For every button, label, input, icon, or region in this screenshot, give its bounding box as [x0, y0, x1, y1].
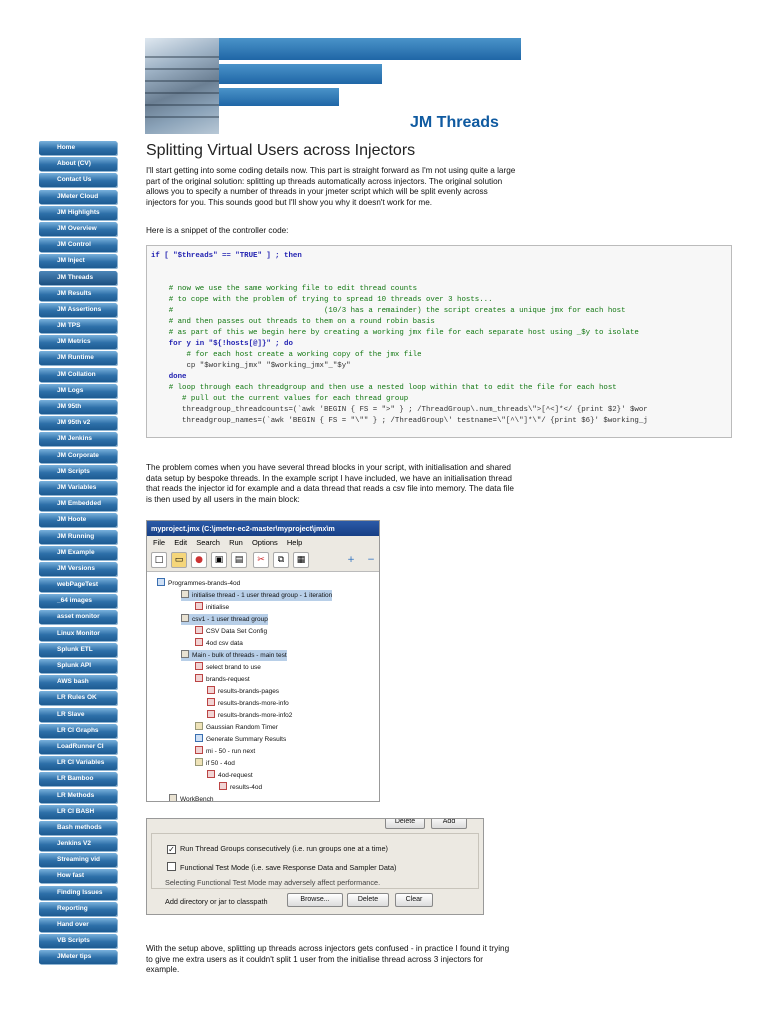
- intro-paragraph: I'll start getting into some coding details now. This part is straight forward as I'm not using quite a large part of the original solution: splitting up threads automatically across injectors. The original solution allows you to specify a number of threads in your jmeter script which will be split evenly across injectors for you. This sounds good but I'll show you why it doesn't work for me.: [146, 166, 516, 207]
- nav-item-splunk-api[interactable]: Splunk API: [39, 659, 117, 673]
- nav-item-lr-bamboo[interactable]: LR Bamboo: [39, 772, 117, 786]
- checkbox-unchecked-icon[interactable]: [167, 862, 176, 871]
- jmeter-menu-bar: [147, 536, 379, 549]
- code-line: # (10/3 has a remainder) the script creates a unique jmx for each host: [151, 307, 626, 315]
- nav-item-linux-monitor[interactable]: Linux Monitor: [39, 627, 117, 641]
- nav-item-home[interactable]: Home: [39, 141, 117, 155]
- nav-item-reporting[interactable]: Reporting: [39, 902, 117, 916]
- tree-node[interactable]: csv1 - 1 user thread group: [181, 614, 268, 625]
- site-brand: JM Threads: [410, 114, 499, 131]
- nav-item-jmeter-tips[interactable]: JMeter tips: [39, 950, 117, 964]
- functional-mode-option[interactable]: Functional Test Mode (i.e. save Response Data and Sampler Data): [167, 862, 396, 872]
- code-line: threadgroup_names=(`awk 'BEGIN { FS = "\"" } ; /ThreadGroup\' testname=\"[^\"]*\"/ {print $6}' $working_j: [151, 417, 648, 425]
- tree-node[interactable]: if 50 - 4od: [195, 758, 235, 769]
- browse-button[interactable]: Browse...: [287, 893, 343, 907]
- paste-icon[interactable]: ▦: [293, 552, 309, 568]
- nav-item-jm-collation[interactable]: JM Collation: [39, 368, 117, 382]
- code-line: # loop through each threadgroup and then use a nested loop within that to edit the file for each host: [151, 384, 617, 392]
- code-line: # pull out the current values for each thread group: [151, 395, 409, 403]
- test-plan-settings-screenshot: [146, 818, 484, 915]
- nav-item-jm-example[interactable]: JM Example: [39, 546, 117, 560]
- nav-item-bash-methods[interactable]: Bash methods: [39, 821, 117, 835]
- delete-button[interactable]: Delete: [347, 893, 389, 907]
- code-snippet: [146, 245, 732, 438]
- menu-file[interactable]: File: [153, 538, 166, 547]
- tree-node[interactable]: results-4od: [219, 782, 262, 793]
- cut-icon[interactable]: ✂: [253, 552, 269, 568]
- save-as-icon[interactable]: ▤: [231, 552, 247, 568]
- tree-node[interactable]: Main - bulk of threads - main test: [181, 650, 287, 661]
- menu-run[interactable]: Run: [229, 538, 243, 547]
- tree-node[interactable]: WorkBench: [169, 794, 213, 802]
- clear-button[interactable]: Clear: [395, 893, 433, 907]
- conclusion-paragraph: With the setup above, splitting up threads across injectors gets confused - in practice I found it trying to give me extra users as it couldn't split 1 user from the initialise thread across 3 injectors for example.: [146, 944, 510, 974]
- problem-paragraph: The problem comes when you have several thread blocks in your script, with initialisation and shared data setup by bespoke threads. In the example script I have included, we have an initialisation thread that reads the injector id for example and a data thread that reads a csv file into memory. The data file is then used by all users in the main block:: [146, 463, 514, 504]
- sidebar-nav: [39, 141, 117, 967]
- tree-node[interactable]: Gaussian Random Timer: [195, 722, 278, 733]
- nav-item-loadrunner-ci[interactable]: LoadRunner CI: [39, 740, 117, 754]
- tree-node[interactable]: results-brands-pages: [207, 686, 279, 697]
- copy-icon[interactable]: ⧉: [273, 552, 289, 568]
- nav-item-jm-corporate[interactable]: JM Corporate: [39, 449, 117, 463]
- nav-item-jm-overview[interactable]: JM Overview: [39, 222, 117, 236]
- expand-icon[interactable]: +: [347, 555, 355, 565]
- code-line: # as part of this we begin here by creating a working jmx file for each separate host using _$y to isolate: [151, 329, 639, 337]
- nav-item-webpagetest[interactable]: webPageTest: [39, 578, 117, 592]
- nav-item-hand-over[interactable]: Hand over: [39, 918, 117, 932]
- nav-item-jm-running[interactable]: JM Running: [39, 530, 117, 544]
- extractor-icon: [219, 782, 227, 790]
- tree-node[interactable]: 4od csv data: [195, 638, 243, 649]
- open-folder-icon[interactable]: ▭: [171, 552, 187, 568]
- thread-group-icon: [181, 650, 189, 658]
- tree-node[interactable]: initialise: [195, 602, 229, 613]
- nav-item-lr-ci-bash[interactable]: LR CI BASH: [39, 805, 117, 819]
- tree-node[interactable]: results-brands-more-info2: [207, 710, 292, 721]
- menu-help[interactable]: Help: [286, 538, 303, 547]
- jmeter-toolbar: [147, 549, 379, 572]
- nav-item-jm-inject[interactable]: JM Inject: [39, 254, 117, 268]
- nav-item-splunk-etl[interactable]: Splunk ETL: [39, 643, 117, 657]
- tree-node[interactable]: 4od-request: [207, 770, 253, 781]
- nav-item-jm-95th[interactable]: JM 95th: [39, 400, 117, 414]
- tree-node[interactable]: mi - 50 - run next: [195, 746, 255, 757]
- workbench-icon: [169, 794, 177, 802]
- if-controller-icon: [195, 758, 203, 766]
- tree-node[interactable]: results-brands-more-info: [207, 698, 289, 709]
- sampler-icon: [195, 674, 203, 682]
- collapse-icon[interactable]: −: [367, 555, 375, 565]
- nav-item-lr-slave[interactable]: LR Slave: [39, 708, 117, 722]
- listener-icon: [195, 734, 203, 742]
- nav-item-jm-scripts[interactable]: JM Scripts: [39, 465, 117, 479]
- nav-item-lr-ci-graphs[interactable]: LR CI Graphs: [39, 724, 117, 738]
- functional-mode-note: Selecting Functional Test Mode may adversely affect performance.: [165, 878, 381, 887]
- code-line: threadgroup_threadcounts=(`awk 'BEGIN { FS = ">" } ; /ThreadGroup\.num_threads\">[^<]*</ {print $2}' $wor: [151, 406, 648, 414]
- nav-item-how-fast[interactable]: How fast: [39, 869, 117, 883]
- top-delete-button[interactable]: Delete: [385, 818, 425, 829]
- extractor-icon: [207, 686, 215, 694]
- nav-item-contact-us[interactable]: Contact Us: [39, 173, 117, 187]
- menu-search[interactable]: Search: [196, 538, 220, 547]
- nav-item-64-images[interactable]: _64 images: [39, 594, 117, 608]
- nav-item-lr-ci-variables[interactable]: LR CI Variables: [39, 756, 117, 770]
- nav-item-streaming-vid[interactable]: Streaming vid: [39, 853, 117, 867]
- nav-item-jm-tps[interactable]: JM TPS: [39, 319, 117, 333]
- classpath-label: Add directory or jar to classpath: [165, 897, 268, 906]
- csv-config-icon: [195, 626, 203, 634]
- tree-node[interactable]: CSV Data Set Config: [195, 626, 267, 637]
- nav-item-jmeter-cloud[interactable]: JMeter Cloud: [39, 190, 117, 204]
- top-add-button[interactable]: Add: [431, 818, 467, 829]
- tree-node[interactable]: brands-request: [195, 674, 250, 685]
- test-plan-icon: [157, 578, 165, 586]
- tree-node[interactable]: initialise thread - 1 user thread group - 1 iteration: [181, 590, 332, 601]
- run-consecutively-option[interactable]: ✓ Run Thread Groups consecutively (i.e. run groups one at a time): [168, 844, 388, 854]
- nav-item-jm-metrics[interactable]: JM Metrics: [39, 335, 117, 349]
- nav-item-vb-scripts[interactable]: VB Scripts: [39, 934, 117, 948]
- tree-node[interactable]: Programmes-brands-4od: [157, 578, 240, 589]
- extractor-icon: [207, 710, 215, 718]
- nav-item-jm-embedded[interactable]: JM Embedded: [39, 497, 117, 511]
- code-line: # and then passes out threads to them on a round robin basis: [151, 318, 435, 326]
- nav-item-asset-monitor[interactable]: asset monitor: [39, 610, 117, 624]
- nav-item-jm-threads[interactable]: JM Threads: [39, 271, 117, 285]
- sampler-icon: [207, 770, 215, 778]
- nav-item-jm-results[interactable]: JM Results: [39, 287, 117, 301]
- jmeter-window-screenshot: [146, 520, 380, 802]
- code-line: # for each host create a working copy of the jmx file: [151, 351, 422, 359]
- nav-item-jm-versions[interactable]: JM Versions: [39, 562, 117, 576]
- nav-item-jm-runtime[interactable]: JM Runtime: [39, 351, 117, 365]
- nav-item-lr-rules-ok[interactable]: LR Rules OK: [39, 691, 117, 705]
- nav-item-aws-bash[interactable]: AWS bash: [39, 675, 117, 689]
- nav-item-jenkins-v2[interactable]: Jenkins V2: [39, 837, 117, 851]
- sampler-icon: [195, 638, 203, 646]
- nav-item-jm-control[interactable]: JM Control: [39, 238, 117, 252]
- thread-group-icon: [181, 614, 189, 622]
- code-line: if [ "$threads" == "TRUE" ] ; then: [151, 252, 302, 260]
- new-icon[interactable]: □: [151, 552, 167, 568]
- tree-node[interactable]: Generate Summary Results: [195, 734, 286, 745]
- code-line: cp "$working_jmx" "$working_jmx"_"$y": [151, 362, 351, 370]
- sampler-icon: [195, 662, 203, 670]
- thread-group-icon: [181, 590, 189, 598]
- nav-item-jm-jenkins[interactable]: JM Jenkins: [39, 432, 117, 446]
- menu-options[interactable]: Options: [251, 538, 278, 547]
- nav-item-finding-issues[interactable]: Finding Issues: [39, 886, 117, 900]
- timer-icon: [195, 722, 203, 730]
- jmeter-title-bar: myproject.jmx (C:\jmeter-ec2-master\myproject\jmx\m: [147, 521, 379, 536]
- code-line: done: [151, 373, 187, 381]
- sampler-icon: [195, 746, 203, 754]
- building-photo: [145, 38, 219, 134]
- page-title: Splitting Virtual Users across Injectors: [146, 142, 416, 159]
- nav-item-jm-assertions[interactable]: JM Assertions: [39, 303, 117, 317]
- banner-bar-1: [219, 38, 521, 60]
- checkbox-checked-icon[interactable]: ✓: [168, 845, 175, 854]
- nav-item-jm-hoote[interactable]: JM Hoote: [39, 513, 117, 527]
- banner-bar-2: [219, 64, 382, 84]
- banner-bar-3: [219, 88, 339, 106]
- snippet-intro: Here is a snippet of the controller code:: [146, 226, 289, 235]
- code-line: # now we use the same working file to edit thread counts: [151, 285, 418, 293]
- save-icon[interactable]: ▣: [211, 552, 227, 568]
- templates-icon[interactable]: ●: [191, 552, 207, 568]
- nav-item-lr-methods[interactable]: LR Methods: [39, 789, 117, 803]
- code-line: # to cope with the problem of trying to spread 10 threads over 3 hosts...: [151, 296, 493, 304]
- tree-node[interactable]: select brand to use: [195, 662, 261, 673]
- nav-item-jm-variables[interactable]: JM Variables: [39, 481, 117, 495]
- code-line: for y in "${!hosts[@]}" ; do: [151, 340, 293, 348]
- nav-item-jm-95th-v2[interactable]: JM 95th v2: [39, 416, 117, 430]
- nav-item-about-cv[interactable]: About (CV): [39, 157, 117, 171]
- nav-item-jm-highlights[interactable]: JM Highlights: [39, 206, 117, 220]
- extractor-icon: [207, 698, 215, 706]
- nav-item-jm-logs[interactable]: JM Logs: [39, 384, 117, 398]
- sampler-icon: [195, 602, 203, 610]
- menu-edit[interactable]: Edit: [174, 538, 188, 547]
